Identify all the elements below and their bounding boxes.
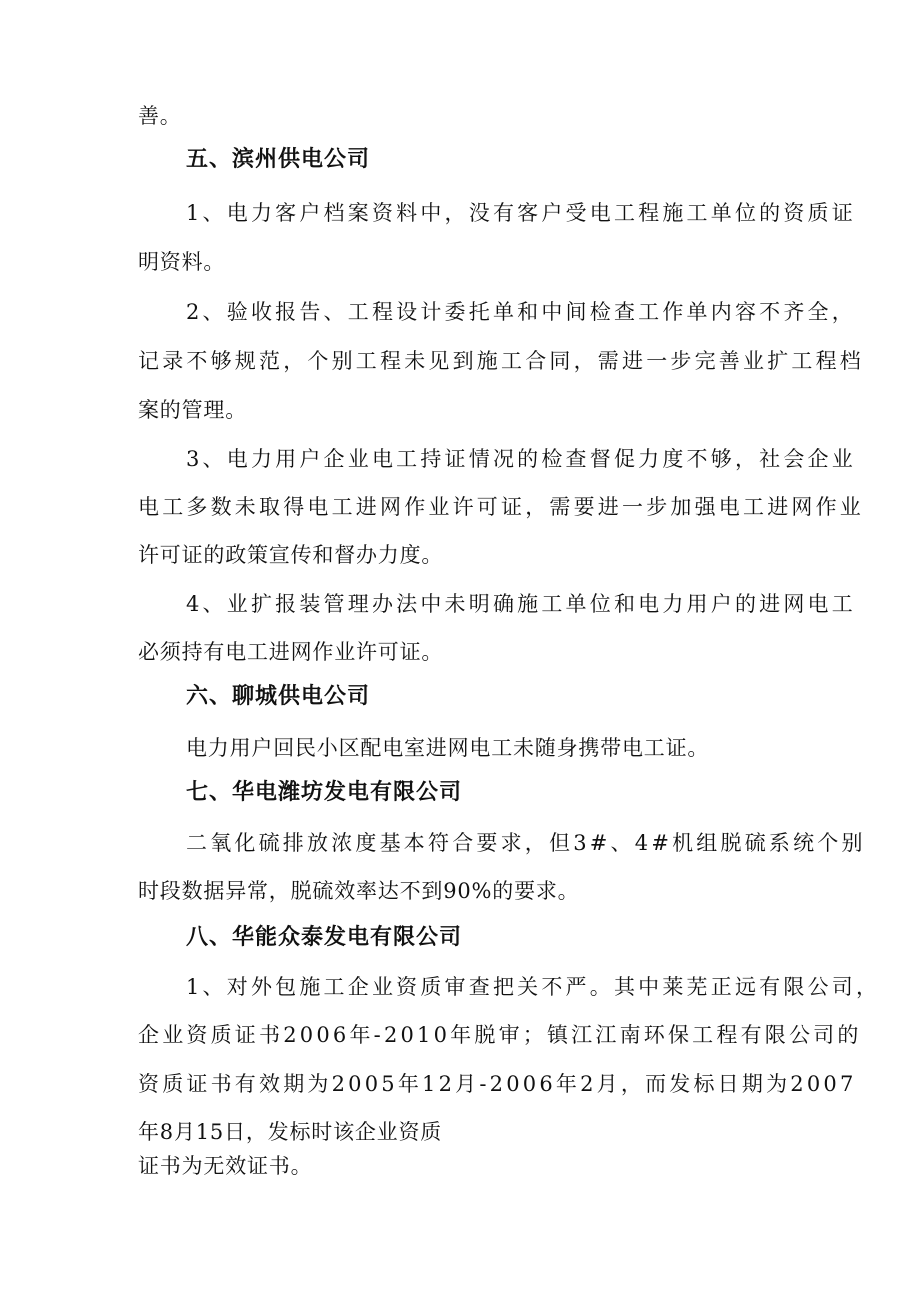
section-heading-huaneng-zhongtai: 八、华能众泰发电有限公司: [186, 925, 463, 950]
paragraph-line: 电力用户回民小区配电室进网电工未随身携带电工证。: [186, 736, 710, 760]
paragraph-line: 企业资质证书2006年-2010年脱审；镇江江南环保工程有限公司的: [138, 1023, 862, 1047]
paragraph-line: 1、电力客户档案资料中，没有客户受电工程施工单位的资质证: [186, 201, 856, 225]
paragraph-line: 资质证书有效期为2005年12月-2006年2月，而发标日期为2007: [138, 1072, 857, 1096]
paragraph-line: 必须持有电工进网作业许可证。: [138, 640, 444, 664]
paragraph-line: 案的管理。: [138, 398, 247, 422]
paragraph-line: 二氧化硫排放浓度基本符合要求，但3#、4#机组脱硫系统个别: [186, 831, 866, 855]
paragraph-line: 年8月15日，发标时该企业资质: [138, 1120, 443, 1144]
section-heading-liaocheng: 六、聊城供电公司: [186, 684, 371, 709]
paragraph-line: 明资料。: [138, 250, 226, 274]
paragraph-line: 电工多数未取得电工进网作业许可证，需要进一步加强电工进网作业: [138, 495, 864, 519]
paragraph-line: 许可证的政策宣传和督办力度。: [138, 543, 444, 567]
paragraph-line: 3、电力用户企业电工持证情况的检查督促力度不够，社会企业: [186, 447, 856, 471]
section-heading-binzhou: 五、滨州供电公司: [186, 147, 371, 172]
paragraph-line: 时段数据异常，脱硫效率达不到90%的要求。: [138, 879, 580, 903]
paragraph-line: 4、业扩报装管理办法中未明确施工单位和电力用户的进网电工: [186, 592, 856, 616]
section-heading-huadian-weifang: 七、华电潍坊发电有限公司: [186, 780, 463, 805]
continued-line: 善。: [138, 104, 182, 128]
paragraph-line: 记录不够规范，个别工程未见到施工合同，需进一步完善业扩工程档: [138, 349, 864, 373]
paragraph-line: 2、验收报告、工程设计委托单和中间检查工作单内容不齐全，: [186, 300, 856, 324]
paragraph-line: 1、对外包施工企业资质审查把关不严。其中莱芜正远有限公司，: [186, 975, 881, 999]
paragraph-line: 证书为无效证书。: [138, 1154, 313, 1178]
